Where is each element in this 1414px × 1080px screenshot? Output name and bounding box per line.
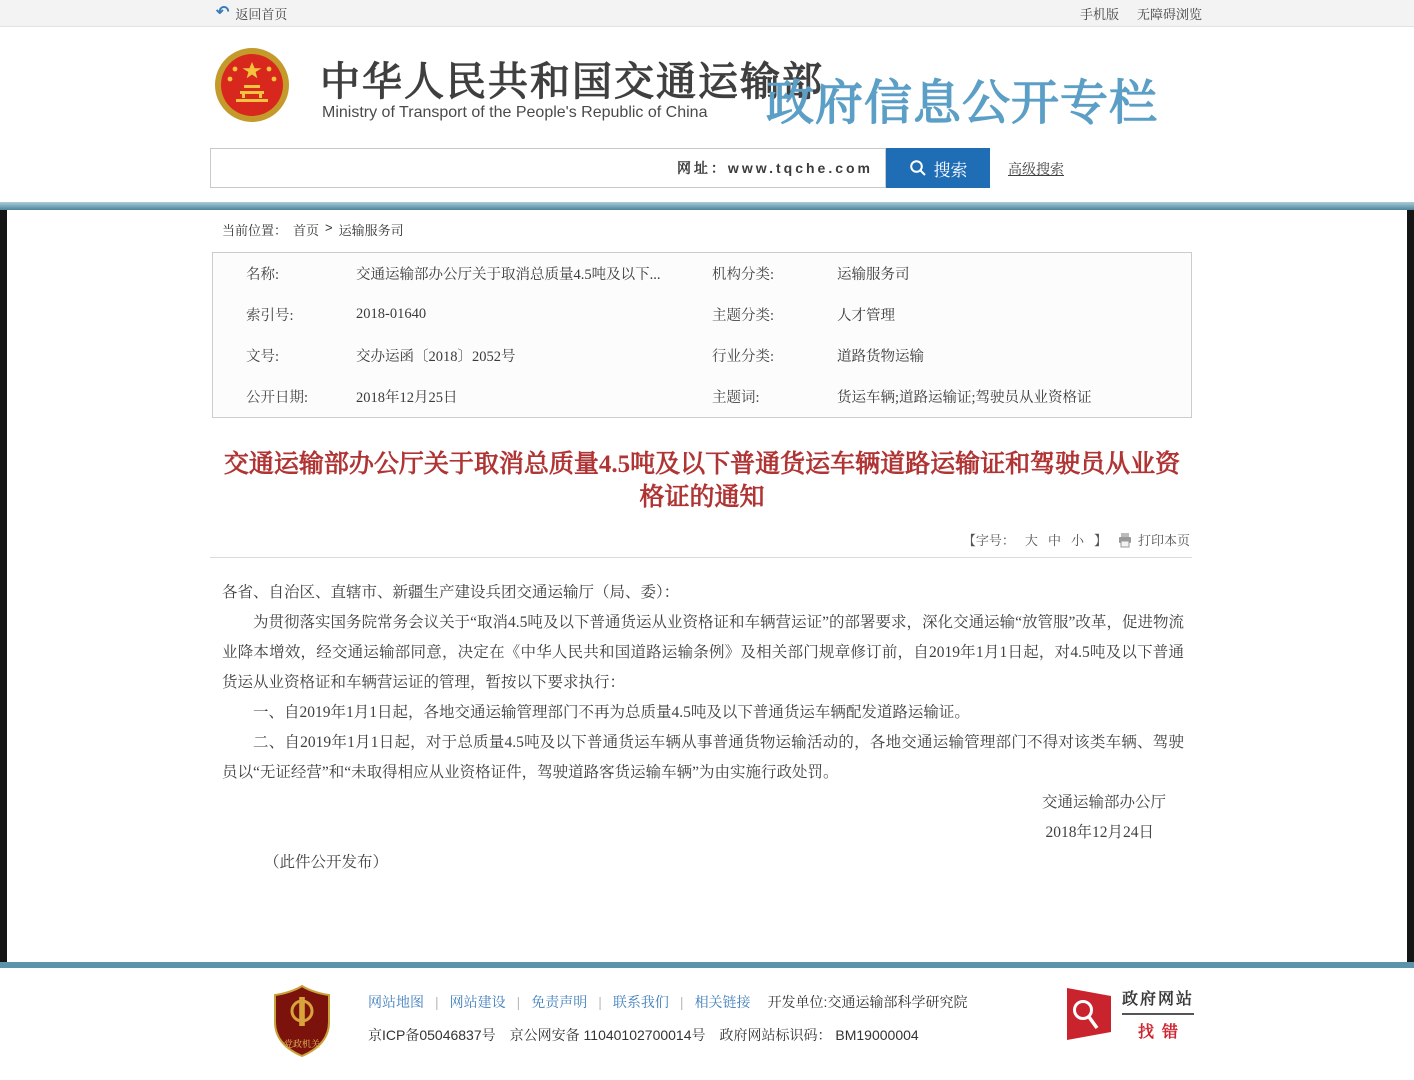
meta-row-name	[213, 253, 702, 294]
site-title-cn: 中华人民共和国交通运输部	[320, 60, 824, 104]
footer-link-related[interactable]: 相关链接	[694, 994, 751, 1010]
meta-value: 人才管理	[837, 308, 895, 324]
meta-value: 交办运函〔2018〕2052号	[356, 349, 516, 365]
meta-value: 2018年12月25日	[356, 390, 458, 406]
meta-row-org	[702, 253, 1191, 294]
search-input[interactable]	[211, 149, 677, 187]
search-button-label: 搜索	[933, 160, 968, 180]
footer-links-row	[368, 992, 967, 1012]
article-signer: 交通运输部办公厅	[1041, 794, 1166, 811]
meta-row-docno	[213, 335, 702, 376]
meta-row-topic	[702, 294, 1191, 335]
breadcrumb	[222, 220, 404, 239]
footer-security-number: 京公网安备 11040102700014号	[509, 1027, 706, 1043]
article-item-2: 二、自2019年1月1日起，对于总质量4.5吨及以下普通货运车辆从事普通货物运输活动的，各地交通运输管理部门不得对该类车辆、驾驶员以“无证经营”和“未取得相应从业资格证件，驾驶道路客货运输车辆”为由实施行政处罚。	[222, 734, 1184, 781]
meta-label: 行业分类:	[712, 349, 775, 365]
footer-registration-row	[368, 1025, 967, 1045]
footer-link-construction[interactable]: 网站建设 |	[450, 992, 532, 1012]
meta-label: 主题分类:	[712, 308, 775, 324]
meta-label: 公开日期:	[246, 390, 309, 406]
article-paragraph-1: 为贯彻落实国务院常务会议关于“取消4.5吨及以下普通货运从业资格证和车辆营运证”的部署要求，深化交通运输“放管服”改革，促进物流业降本增效，经交通运输部同意，决定在《中华人民共和国道路运输条例》及相关部门规章修订前，自2019年1月1日起，对4.5吨及以下普通货运从业资格证和车辆营运证的管理，暂按以下要求执行：	[222, 614, 1184, 691]
footer-site-code	[720, 1025, 919, 1045]
font-size-close: 】	[1093, 533, 1107, 548]
meta-label: 名称:	[246, 267, 280, 283]
top-utility-bar	[0, 0, 1414, 27]
gov-site-error-report-badge[interactable]	[1066, 986, 1194, 1042]
meta-value: 道路货物运输	[837, 349, 924, 365]
footer-link-contact[interactable]: 联系我们 |	[613, 992, 695, 1012]
footer-developer: 开发单位:交通运输部科学研究院	[767, 994, 968, 1010]
article-sign-date: 2018年12月24日	[1045, 824, 1154, 841]
site-footer	[0, 968, 1414, 1080]
site-url-hint: 网址：www.tqche.com	[676, 160, 873, 176]
font-size-small-button[interactable]: 小	[1070, 533, 1084, 548]
back-arrow-icon: ↶	[216, 4, 230, 21]
meta-label: 机构分类:	[712, 267, 775, 283]
meta-value: 交通运输部办公厅关于取消总质量4.5吨及以下...	[356, 267, 661, 283]
print-page-button[interactable]	[1117, 530, 1190, 549]
footer-site-code-label: 政府网站标识码：	[719, 1027, 832, 1043]
meta-label: 主题词:	[712, 390, 760, 406]
party-government-badge[interactable]	[272, 984, 332, 1058]
article-public-note: （此件公开发布）	[264, 854, 389, 871]
meta-row-index	[213, 294, 702, 335]
meta-row-keywords	[702, 376, 1191, 417]
breadcrumb-current-link[interactable]: 运输服务司	[338, 223, 404, 238]
article-salutation: 各省、自治区、直辖市、新疆生产建设兵团交通运输厅（局、委）：	[222, 584, 680, 601]
article-item-1: 一、自2019年1月1日起，各地交通运输管理部门不再为总质量4.5吨及以下普通货运车辆配发道路运输证。	[253, 704, 970, 721]
gov-site-badge-action: 找错	[1138, 1024, 1187, 1041]
article-body	[222, 578, 1184, 878]
accessibility-link[interactable]: 无障碍浏览	[1136, 6, 1202, 22]
footer-icp-number: 京ICP备05046837号	[368, 1027, 496, 1043]
breadcrumb-separator: >	[325, 220, 333, 235]
meta-value: 货运车辆;道路运输证;驾驶员从业资格证	[837, 390, 1092, 406]
party-government-badge-label: 党政机关	[283, 1039, 321, 1049]
meta-row-date	[213, 376, 702, 417]
site-title-en: Ministry of Transport of the People's Republic of China	[322, 104, 708, 121]
search-box	[210, 148, 886, 188]
right-edge-strip	[1407, 210, 1414, 962]
search-button[interactable]	[886, 148, 990, 188]
header-divider	[0, 202, 1414, 210]
title-divider-rule	[210, 557, 1192, 558]
error-report-flag-icon	[1066, 987, 1112, 1041]
font-size-large-button[interactable]: 大	[1024, 533, 1038, 548]
meta-row-industry	[702, 335, 1191, 376]
search-icon	[909, 159, 927, 177]
footer-text-block	[368, 992, 967, 1045]
national-emblem-logo[interactable]	[213, 42, 291, 130]
advanced-search-link[interactable]: 高级搜索	[1008, 161, 1064, 177]
print-page-label: 打印本页	[1137, 533, 1190, 548]
document-meta-table	[212, 252, 1192, 418]
footer-site-code-value: BM19000004	[835, 1027, 919, 1043]
footer-link-disclaimer[interactable]: 免责声明 |	[531, 992, 613, 1012]
left-edge-strip	[0, 210, 7, 962]
breadcrumb-label: 当前位置：	[222, 223, 288, 238]
back-to-home-link[interactable]	[216, 4, 287, 23]
meta-label: 文号:	[246, 349, 280, 365]
gov-site-badge-title: 政府网站	[1122, 986, 1194, 1015]
site-header	[0, 28, 1414, 145]
font-size-open: 【字号：	[962, 533, 1015, 548]
printer-icon	[1117, 532, 1133, 548]
article-title: 交通运输部办公厅关于取消总质量4.5吨及以下普通货运车辆道路运输证和驾驶员从业资格证的通知	[223, 451, 1181, 511]
article-toolbar	[212, 530, 1190, 549]
font-size-medium-button[interactable]: 中	[1047, 533, 1061, 548]
meta-label: 索引号:	[246, 308, 294, 324]
mobile-version-link[interactable]: 手机版	[1079, 6, 1119, 22]
meta-value: 2018-01640	[356, 306, 427, 322]
footer-link-sitemap[interactable]: 网站地图 |	[368, 992, 450, 1012]
back-to-home-label: 返回首页	[235, 6, 288, 22]
breadcrumb-home-link[interactable]: 首页	[293, 223, 320, 238]
meta-value: 运输服务司	[837, 267, 910, 283]
gov-info-disclosure-title: 政府信息公开专栏	[766, 77, 1159, 130]
